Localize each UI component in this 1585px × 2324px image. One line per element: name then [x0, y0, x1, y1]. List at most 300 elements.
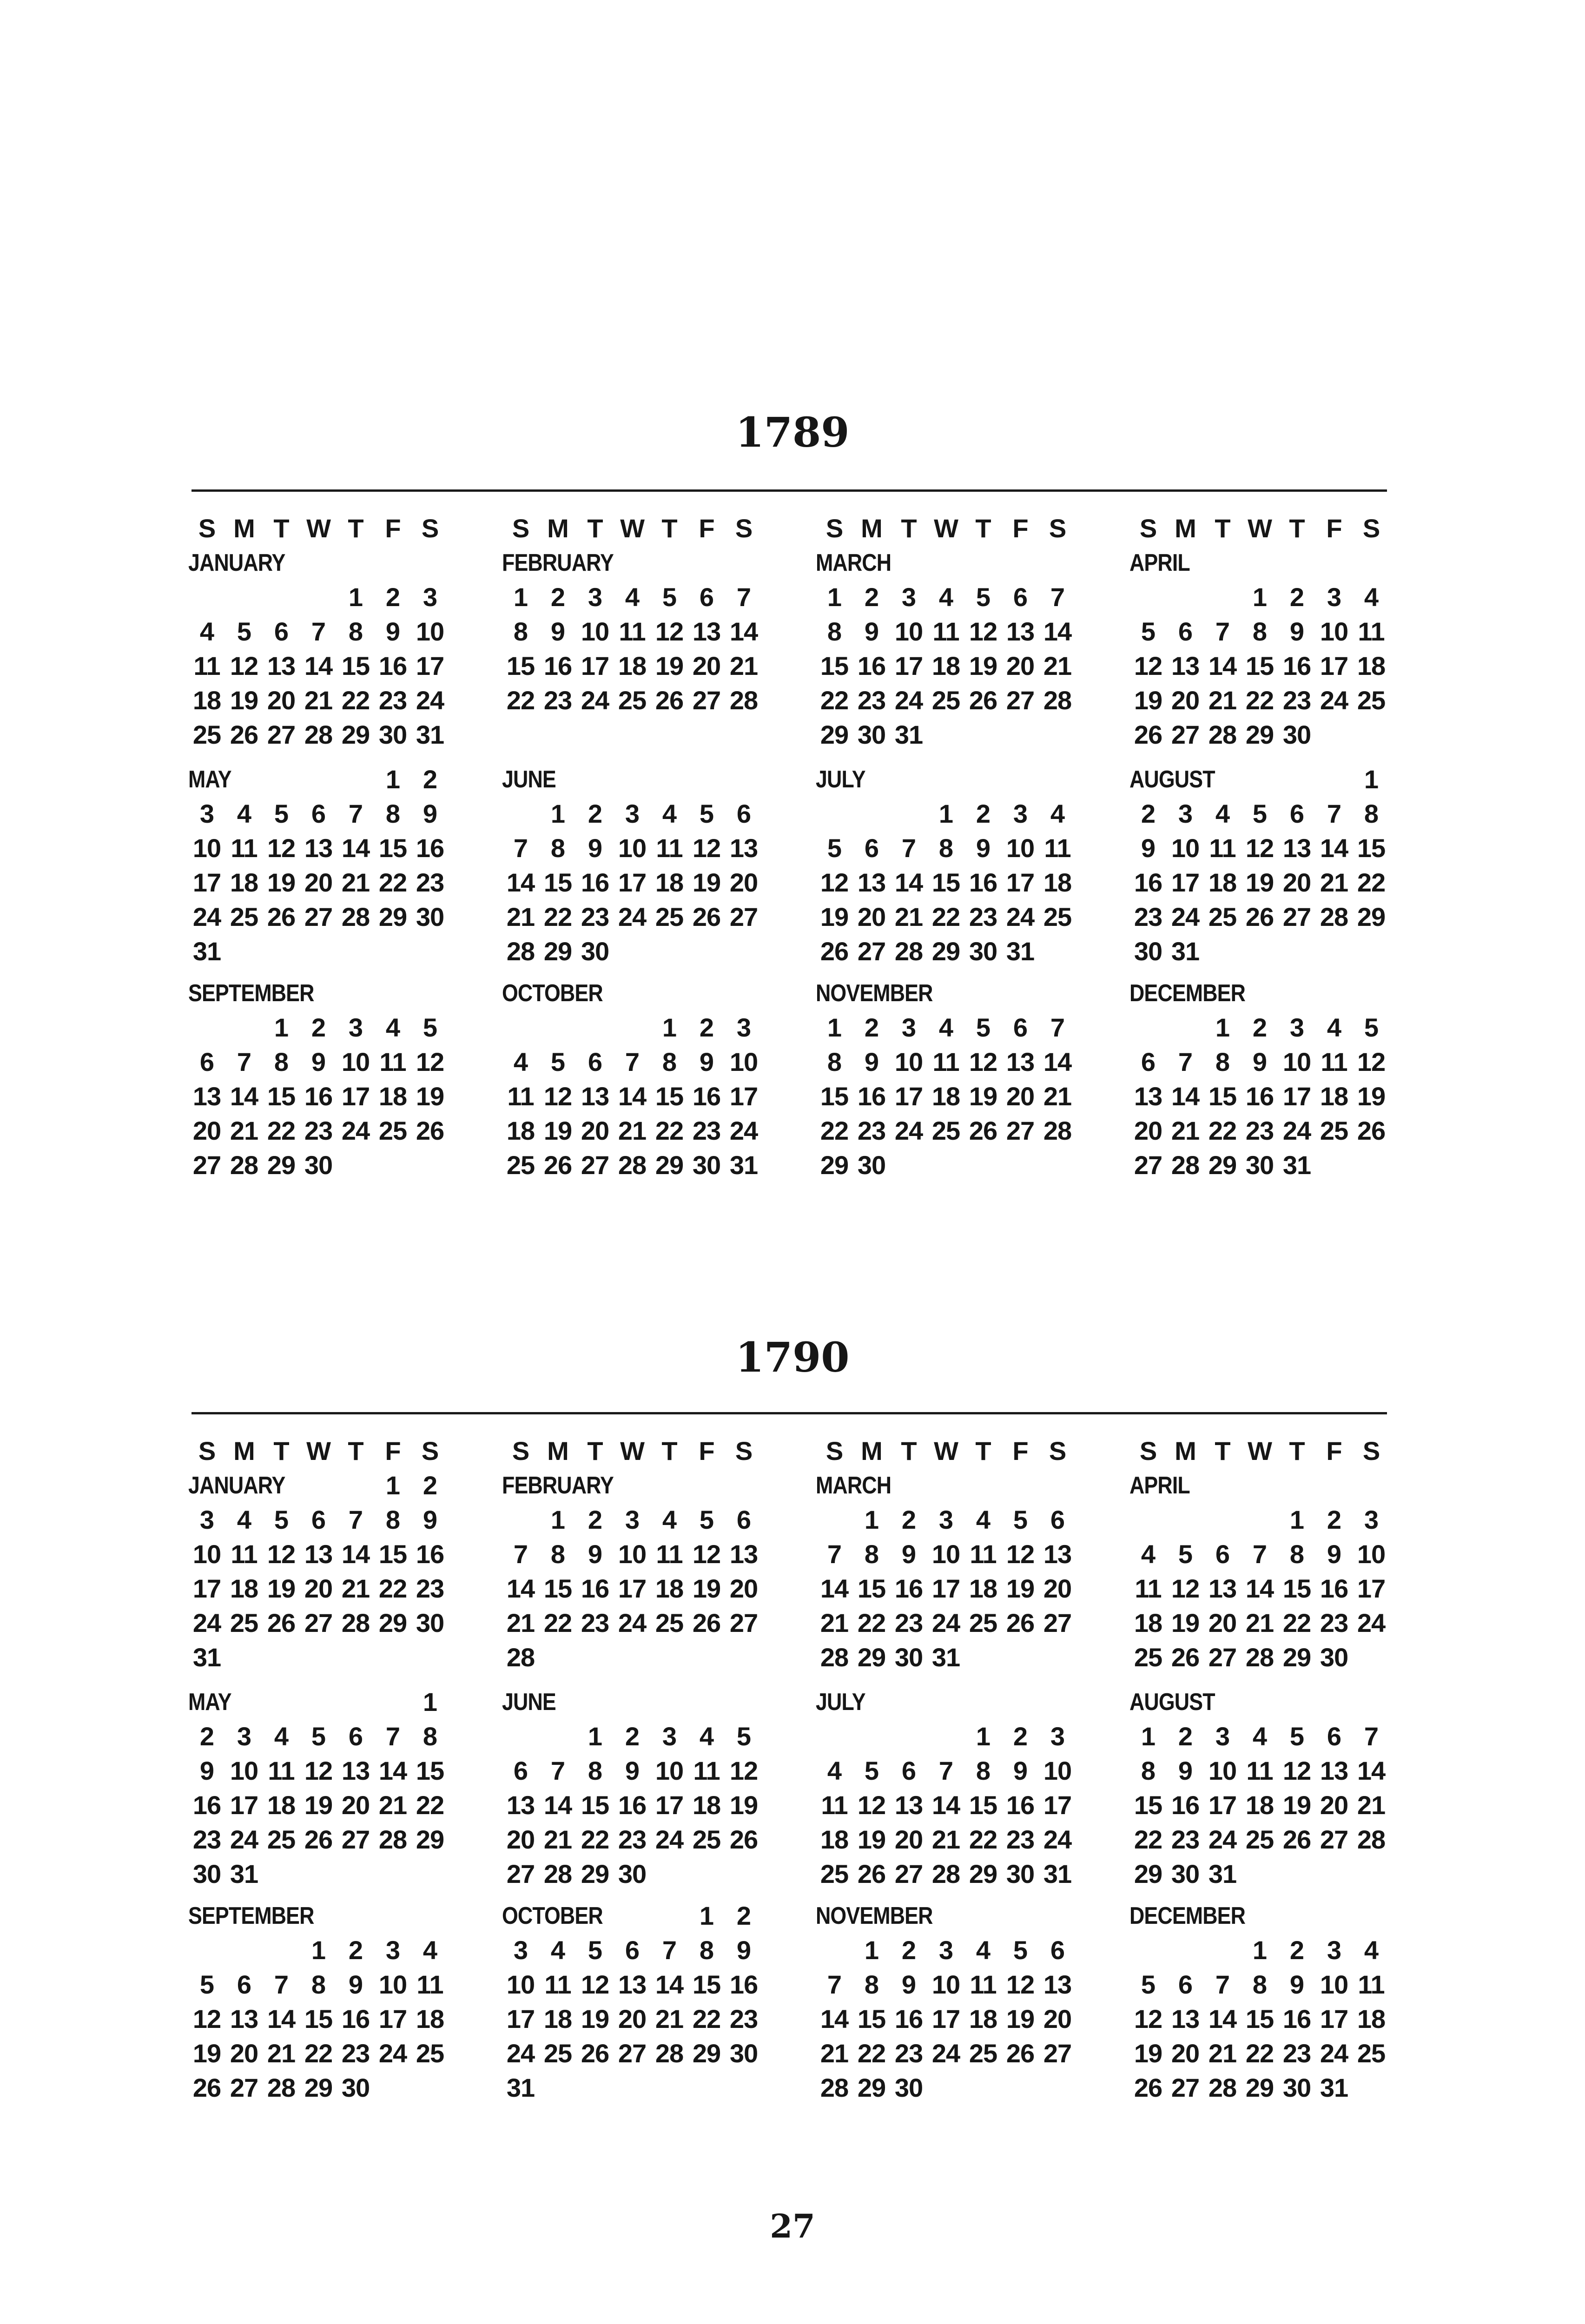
day-number: 25	[543, 2039, 572, 2068]
week-row	[816, 1640, 1076, 1675]
day-number: 27	[506, 1859, 535, 1888]
day-number: 9	[1289, 617, 1304, 646]
month-row	[188, 762, 1392, 976]
day-number: 21	[506, 1608, 535, 1637]
day-number: 2	[1178, 1722, 1193, 1751]
day-number: 21	[894, 902, 923, 931]
day-number: 18	[931, 1082, 960, 1111]
day-number: 1	[274, 1013, 289, 1042]
day-number: 15	[304, 2004, 333, 2034]
day-number: 10	[618, 833, 647, 863]
day-number: 20	[1208, 1608, 1237, 1637]
weekday-label: F	[1012, 514, 1028, 543]
day-number: 5	[1141, 617, 1156, 646]
day-number: 7	[1215, 617, 1230, 646]
day-number: 17	[618, 1574, 647, 1603]
day-number: 25	[931, 1116, 960, 1145]
week-row	[188, 1010, 449, 1045]
day-number: 30	[969, 937, 997, 966]
month-name: AUGUST	[1129, 766, 1215, 793]
day-number: 24	[618, 1608, 647, 1637]
day-number: 28	[931, 1859, 960, 1888]
day-number: 7	[1327, 799, 1341, 828]
day-number: 28	[378, 1825, 407, 1854]
day-number: 2	[550, 582, 565, 612]
day-number: 4	[237, 1505, 251, 1534]
day-number: 17	[931, 2004, 960, 2034]
day-number: 19	[1134, 2039, 1162, 2068]
week-row	[816, 1114, 1076, 1148]
day-number: 8	[662, 1047, 677, 1076]
day-number: 9	[199, 1756, 214, 1785]
day-number: 3	[625, 799, 640, 828]
day-number: 15	[857, 1574, 886, 1603]
day-number: 28	[1171, 1150, 1200, 1180]
week-row	[1129, 1114, 1390, 1148]
day-number: 16	[416, 1539, 444, 1569]
empty-day	[1167, 580, 1204, 614]
day-number: 3	[199, 1505, 214, 1534]
week-row	[502, 1754, 762, 1788]
day-number: 24	[1320, 2039, 1348, 2068]
empty-day	[300, 1640, 337, 1675]
day-number: 3	[348, 1013, 363, 1042]
day-number: 25	[1357, 686, 1386, 715]
day-number: 17	[1006, 868, 1035, 897]
day-number: 24	[506, 2039, 535, 2068]
day-number: 16	[618, 1790, 647, 1820]
day-number: 21	[1043, 651, 1072, 680]
day-number: 30	[378, 720, 407, 749]
weekday-header	[816, 1434, 1076, 1468]
day-number: 17	[192, 868, 221, 897]
week-row	[1129, 1857, 1390, 1891]
day-number: 28	[729, 686, 758, 715]
day-number: 19	[267, 1574, 296, 1603]
empty-day	[502, 1503, 539, 1537]
day-number: 19	[581, 2004, 609, 2034]
day-number: 23	[729, 2004, 758, 2034]
day-number: 4	[1364, 582, 1379, 612]
day-number: 7	[513, 1539, 528, 1569]
day-number: 29	[1357, 902, 1386, 931]
day-number: 28	[506, 1643, 535, 1672]
empty-day	[964, 1148, 1002, 1182]
day-number: 20	[267, 686, 296, 715]
day-number: 18	[378, 1082, 407, 1111]
day-number: 25	[1043, 902, 1072, 931]
empty-day	[614, 1010, 651, 1045]
day-number: 28	[1208, 2073, 1237, 2102]
empty-day	[225, 934, 263, 969]
day-number: 30	[1134, 937, 1162, 966]
day-number: 5	[1364, 1013, 1379, 1042]
week-row	[502, 1857, 762, 1891]
day-number: 2	[1252, 1013, 1267, 1042]
day-number: 22	[543, 1608, 572, 1637]
day-number: 23	[1282, 2039, 1311, 2068]
day-number: 21	[1320, 868, 1348, 897]
day-number: 2	[864, 582, 879, 612]
day-number: 24	[894, 1116, 923, 1145]
week-row	[188, 934, 449, 969]
day-number: 2	[199, 1722, 214, 1751]
empty-day	[374, 1857, 411, 1891]
day-number: 2	[1289, 1935, 1304, 1965]
day-number: 30	[416, 1608, 444, 1637]
empty-day	[1129, 1933, 1167, 1967]
day-number: 30	[341, 2073, 370, 2102]
empty-day	[576, 2071, 614, 2105]
day-number: 28	[1043, 686, 1072, 715]
day-number: 24	[894, 686, 923, 715]
month-name: OCTOBER	[502, 1902, 603, 1929]
week-row	[1129, 1045, 1390, 1079]
day-number: 12	[969, 617, 997, 646]
day-number: 18	[1357, 2004, 1386, 2034]
day-number: 16	[1245, 1082, 1274, 1111]
day-number: 4	[237, 799, 251, 828]
empty-day	[188, 1685, 225, 1719]
empty-day	[337, 762, 374, 797]
empty-day	[576, 1899, 614, 1933]
day-number: 7	[1252, 1539, 1267, 1569]
day-number: 7	[311, 617, 326, 646]
week-row	[188, 2071, 449, 2105]
day-number: 8	[588, 1756, 602, 1785]
day-number: 19	[267, 868, 296, 897]
week-row	[188, 1468, 449, 1503]
day-number: 27	[1006, 686, 1035, 715]
day-number: 4	[662, 799, 677, 828]
day-number: 30	[1171, 1859, 1200, 1888]
month-row	[188, 976, 1392, 1190]
month-block	[502, 762, 762, 969]
week-row	[502, 1079, 762, 1114]
day-number: 7	[827, 1970, 842, 1999]
empty-day	[502, 1719, 539, 1754]
day-number: 14	[1043, 1047, 1072, 1076]
week-row	[1129, 900, 1390, 934]
day-number: 5	[699, 1505, 714, 1534]
day-number: 16	[416, 833, 444, 863]
day-number: 6	[311, 1505, 326, 1534]
week-row	[1129, 762, 1390, 797]
day-number: 8	[513, 617, 528, 646]
day-number: 21	[506, 902, 535, 931]
day-number: 2	[1141, 799, 1156, 828]
day-number: 1	[864, 1505, 879, 1534]
empty-day	[539, 1010, 576, 1045]
day-number: 19	[692, 868, 721, 897]
day-number: 16	[1282, 651, 1311, 680]
empty-day	[374, 1148, 411, 1182]
day-number: 26	[416, 1116, 444, 1145]
week-row	[502, 1719, 762, 1754]
month-name: APRIL	[1129, 1472, 1190, 1499]
day-number: 5	[827, 833, 842, 863]
week-row	[188, 2002, 449, 2036]
week-row	[188, 1933, 449, 1967]
empty-day	[300, 1468, 337, 1503]
day-number: 29	[931, 937, 960, 966]
day-number: 31	[506, 2073, 535, 2102]
empty-day	[614, 1640, 651, 1675]
day-number: 11	[821, 1790, 848, 1820]
day-number: 1	[423, 1687, 437, 1717]
day-number: 14	[618, 1082, 647, 1111]
day-number: 21	[655, 2004, 684, 2034]
empty-day	[502, 1899, 539, 1933]
day-number: 18	[1208, 868, 1237, 897]
day-number: 22	[378, 1574, 407, 1603]
day-number: 5	[550, 1047, 565, 1076]
week-row	[502, 1114, 762, 1148]
day-number: 7	[938, 1756, 953, 1785]
day-number: 23	[1171, 1825, 1200, 1854]
week-row	[188, 1719, 449, 1754]
day-number: 10	[506, 1970, 535, 1999]
day-number: 3	[625, 1505, 640, 1534]
day-number: 18	[820, 1825, 849, 1854]
week-row	[1129, 1754, 1390, 1788]
empty-day	[539, 2071, 576, 2105]
week-row	[502, 2071, 762, 2105]
empty-day	[651, 1857, 688, 1891]
day-number: 7	[1178, 1047, 1193, 1076]
week-row	[188, 831, 449, 865]
day-number: 12	[267, 1539, 296, 1569]
day-number: 11	[1044, 833, 1071, 863]
week-row	[816, 1967, 1076, 2002]
week-row	[502, 1933, 762, 1967]
day-number: 11	[231, 1539, 258, 1569]
day-number: 12	[1357, 1047, 1386, 1076]
day-number: 18	[969, 1574, 997, 1603]
day-number: 22	[267, 1116, 296, 1145]
empty-day	[1002, 718, 1039, 752]
empty-day	[1241, 1503, 1278, 1537]
month-block	[502, 511, 762, 718]
day-number: 21	[820, 2039, 849, 2068]
day-number: 25	[692, 1825, 721, 1854]
day-number: 24	[655, 1825, 684, 1854]
day-number: 31	[894, 720, 923, 749]
day-number: 11	[1246, 1756, 1273, 1785]
week-row	[188, 683, 449, 718]
empty-day	[1278, 934, 1315, 969]
empty-day	[337, 1148, 374, 1182]
day-number: 8	[274, 1047, 289, 1076]
week-row	[502, 900, 762, 934]
day-number: 3	[423, 582, 437, 612]
day-number: 15	[378, 833, 407, 863]
empty-day	[502, 1010, 539, 1045]
day-number: 4	[1327, 1013, 1341, 1042]
weekday-label: S	[512, 514, 529, 543]
day-number: 24	[729, 1116, 758, 1145]
week-row	[816, 1079, 1076, 1114]
day-number: 2	[1289, 582, 1304, 612]
day-number: 10	[1282, 1047, 1311, 1076]
day-number: 1	[662, 1013, 677, 1042]
empty-day	[1204, 1503, 1241, 1537]
day-number: 26	[1357, 1116, 1386, 1145]
empty-day	[890, 797, 927, 831]
day-number: 6	[1050, 1505, 1065, 1534]
day-number: 12	[655, 617, 684, 646]
day-number: 3	[1178, 799, 1193, 828]
month-block	[1129, 511, 1390, 752]
day-number: 13	[341, 1756, 370, 1785]
day-number: 8	[385, 1505, 400, 1534]
empty-day	[927, 1719, 964, 1754]
day-number: 13	[230, 2004, 258, 2034]
day-number: 4	[423, 1935, 437, 1965]
day-number: 13	[267, 651, 296, 680]
day-number: 29	[1245, 720, 1274, 749]
day-number: 29	[969, 1859, 997, 1888]
day-number: 9	[1141, 833, 1156, 863]
day-number: 20	[1043, 2004, 1072, 2034]
week-row	[188, 1754, 449, 1788]
week-row	[188, 1640, 449, 1675]
month-name: JUNE	[502, 766, 556, 793]
week-row	[502, 1010, 762, 1045]
day-number: 16	[692, 1082, 721, 1111]
day-number: 1	[1252, 1935, 1267, 1965]
day-number: 13	[894, 1790, 923, 1820]
day-number: 6	[1178, 1970, 1193, 1999]
day-number: 18	[230, 1574, 258, 1603]
empty-day	[374, 934, 411, 969]
day-number: 12	[820, 868, 849, 897]
day-number: 20	[1006, 651, 1035, 680]
day-number: 2	[625, 1722, 640, 1751]
empty-day	[725, 2071, 762, 2105]
day-number: 25	[506, 1150, 535, 1180]
weekday-label: W	[934, 1436, 958, 1466]
month-name: SEPTEMBER	[188, 980, 314, 1007]
day-number: 1	[827, 582, 842, 612]
day-number: 27	[857, 937, 886, 966]
week-row	[188, 1606, 449, 1640]
empty-day	[1039, 718, 1076, 752]
day-number: 16	[857, 651, 886, 680]
day-number: 17	[729, 1082, 758, 1111]
day-number: 23	[692, 1116, 721, 1145]
year-calendar	[188, 1434, 1392, 2113]
month-name: DECEMBER	[1129, 980, 1246, 1007]
month-name: DECEMBER	[1129, 1902, 1246, 1929]
day-number: 17	[894, 651, 923, 680]
month-block	[188, 1685, 449, 1891]
day-number: 9	[864, 1047, 879, 1076]
day-number: 17	[581, 651, 609, 680]
week-row	[816, 1148, 1076, 1182]
day-number: 24	[581, 686, 609, 715]
day-number: 12	[969, 1047, 997, 1076]
day-number: 6	[199, 1047, 214, 1076]
day-number: 3	[1364, 1505, 1379, 1534]
day-number: 20	[1006, 1082, 1035, 1111]
day-number: 2	[699, 1013, 714, 1042]
empty-day	[964, 718, 1002, 752]
empty-day	[374, 2071, 411, 2105]
day-number: 30	[1282, 2073, 1311, 2102]
week-row	[188, 1537, 449, 1571]
day-number: 29	[341, 720, 370, 749]
empty-day	[816, 1933, 853, 1967]
weekday-label: S	[735, 514, 753, 543]
day-number: 20	[729, 1574, 758, 1603]
day-number: 27	[618, 2039, 647, 2068]
day-number: 18	[1245, 1790, 1274, 1820]
day-number: 21	[1208, 686, 1237, 715]
week-row	[1129, 718, 1390, 752]
day-number: 10	[581, 617, 609, 646]
year-divider	[192, 489, 1387, 492]
day-number: 5	[1252, 799, 1267, 828]
week-row	[816, 1606, 1076, 1640]
week-row	[1129, 865, 1390, 900]
week-row	[502, 831, 762, 865]
empty-day	[300, 1685, 337, 1719]
day-number: 30	[692, 1150, 721, 1180]
day-number: 3	[1215, 1722, 1230, 1751]
day-number: 23	[618, 1825, 647, 1854]
weekday-label: S	[826, 1436, 843, 1466]
day-number: 8	[1252, 1970, 1267, 1999]
day-number: 19	[1245, 868, 1274, 897]
week-row	[816, 865, 1076, 900]
day-number: 17	[1320, 651, 1348, 680]
day-number: 17	[230, 1790, 258, 1820]
day-number: 22	[969, 1825, 997, 1854]
day-number: 25	[931, 686, 960, 715]
day-number: 14	[304, 651, 333, 680]
day-number: 15	[543, 1574, 572, 1603]
week-row	[502, 934, 762, 969]
empty-day	[927, 1148, 964, 1182]
empty-day	[188, 1010, 225, 1045]
day-number: 18	[192, 686, 221, 715]
day-number: 5	[736, 1722, 751, 1751]
day-number: 12	[267, 833, 296, 863]
day-number: 25	[416, 2039, 444, 2068]
day-number: 16	[969, 868, 997, 897]
month-block	[188, 511, 449, 752]
day-number: 11	[544, 1970, 571, 1999]
day-number: 18	[1357, 651, 1386, 680]
day-number: 15	[506, 651, 535, 680]
day-number: 1	[588, 1722, 602, 1751]
month-block	[502, 1899, 762, 2105]
day-number: 4	[1252, 1722, 1267, 1751]
day-number: 7	[348, 799, 363, 828]
day-number: 11	[656, 1539, 683, 1569]
day-number: 3	[938, 1935, 953, 1965]
empty-day	[411, 1857, 449, 1891]
week-row	[1129, 2071, 1390, 2105]
empty-day	[1353, 718, 1390, 752]
day-number: 23	[378, 686, 407, 715]
day-number: 4	[662, 1505, 677, 1534]
day-number: 30	[729, 2039, 758, 2068]
week-row	[188, 1148, 449, 1182]
day-number: 19	[192, 2039, 221, 2068]
empty-day	[816, 797, 853, 831]
